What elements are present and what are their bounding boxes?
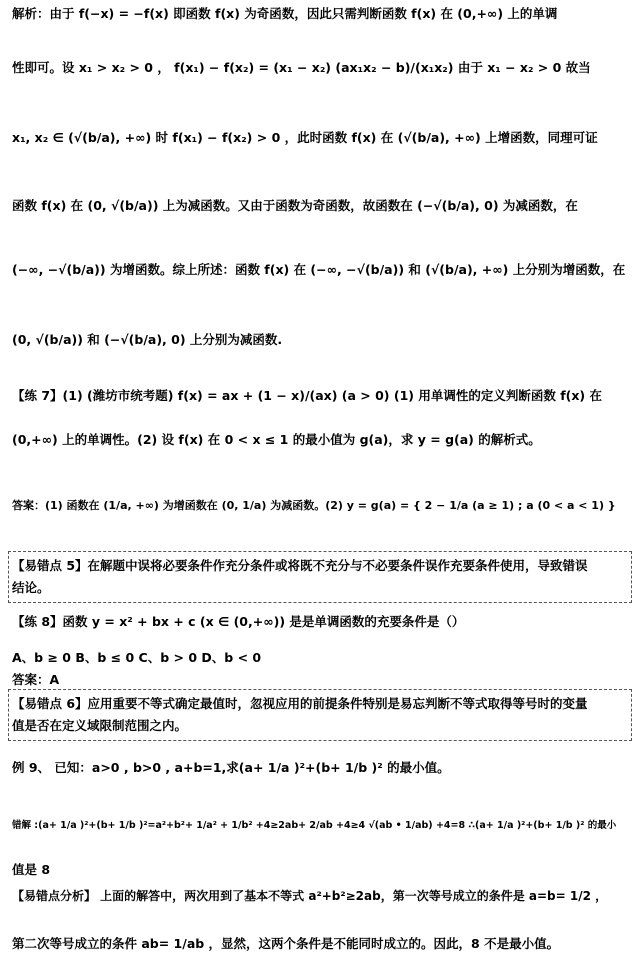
text-line: (−∞, −√(b/a)) 为增函数。综上所述：函数 f(x) 在 (−∞, −√(b/a)) 和 (√(b/a), +∞) 上分别为增函数，在 [12, 262, 626, 277]
text-line: A、b ≥ 0 B、b ≤ 0 C、b > 0 D、b < 0 [12, 650, 262, 665]
text-line: 解析：由于 f(−x) = −f(x) 即函数 f(x) 为奇函数，因此只需判断函数 f(x) 在 (0,+∞) 上的单调 [12, 6, 558, 21]
text-line: x₁, x₂ ∈ (√(b/a), +∞) 时 f(x₁) − f(x₂) > 0 ，此时函数 f(x) 在 (√(b/a), +∞) 上增函数，同理可证 [12, 130, 598, 145]
text-line: 【练 7】(1) (潍坊市统考题) f(x) = ax + (1 − x)/(ax) (a > 0) (1) 用单调性的定义判断函数 f(x) 在 [12, 388, 602, 403]
text-line: 【易错点 5】在解题中误将必要条件作充分条件或将既不充分与不必要条件误作充要条件使用，导致错误 [12, 558, 588, 573]
text-line: 【易错点 6】应用重要不等式确定最值时，忽视应用的前提条件特别是易忘判断不等式取得等号时的变量 [12, 696, 588, 711]
text-line: 性即可。设 x₁ > x₂ > 0 ， f(x₁) − f(x₂) = (x₁ − x₂) (ax₁x₂ − b)/(x₁x₂) 由于 x₁ − x₂ > 0 故当 [12, 60, 591, 75]
text-line: 例 9、 已知：a>0 , b>0 , a+b=1,求(a+ 1/a )²+(b+ 1/b )² 的最小值。 [12, 760, 450, 775]
text-line: 答案：A [12, 672, 60, 687]
text-line: 值是 8 [12, 862, 51, 877]
text-line: 第二次等号成立的条件 ab= 1/ab ，显然，这两个条件是不能同时成立的。因此，8 不是最小值。 [12, 936, 560, 951]
text-line: (0, √(b/a)) 和 (−√(b/a), 0) 上分别为减函数. [12, 332, 283, 347]
text-line: 答案：(1) 函数在 (1/a, +∞) 为增函数在 (0, 1/a) 为减函数。(2) y = g(a) = { 2 − 1/a (a ≥ 1) ; a (0 < a < 1) } [12, 499, 616, 512]
text-line: 【练 8】函数 y = x² + bx + c (x ∈ (0,+∞)) 是是单调函数的充要条件是（） [12, 614, 465, 629]
text-line: 结论。 [12, 580, 50, 595]
text-line: (0,+∞) 上的单调性。(2) 设 f(x) 在 0 < x ≤ 1 的最小值为 g(a)，求 y = g(a) 的解析式。 [12, 432, 541, 447]
text-line: 函数 f(x) 在 (0, √(b/a)) 上为减函数。又由于函数为奇函数，故函数在 (−√(b/a), 0) 为减函数，在 [12, 198, 578, 213]
text-line: 【易错点分析】 上面的解答中，两次用到了基本不等式 a²+b²≥2ab，第一次等号成立的条件是 a=b= 1/2 ， [12, 889, 608, 903]
text-line: 值是否在定义域限制范围之内。 [12, 718, 188, 733]
text-line: 错解 :(a+ 1/a )²+(b+ 1/b )²=a²+b²+ 1/a² + 1/b² +4≥2ab+ 2/ab +4≥4 √(ab • 1/ab) +4=8 ∴(a+ 1/a )²+(b+ 1/b )² 的最小 [12, 820, 617, 831]
